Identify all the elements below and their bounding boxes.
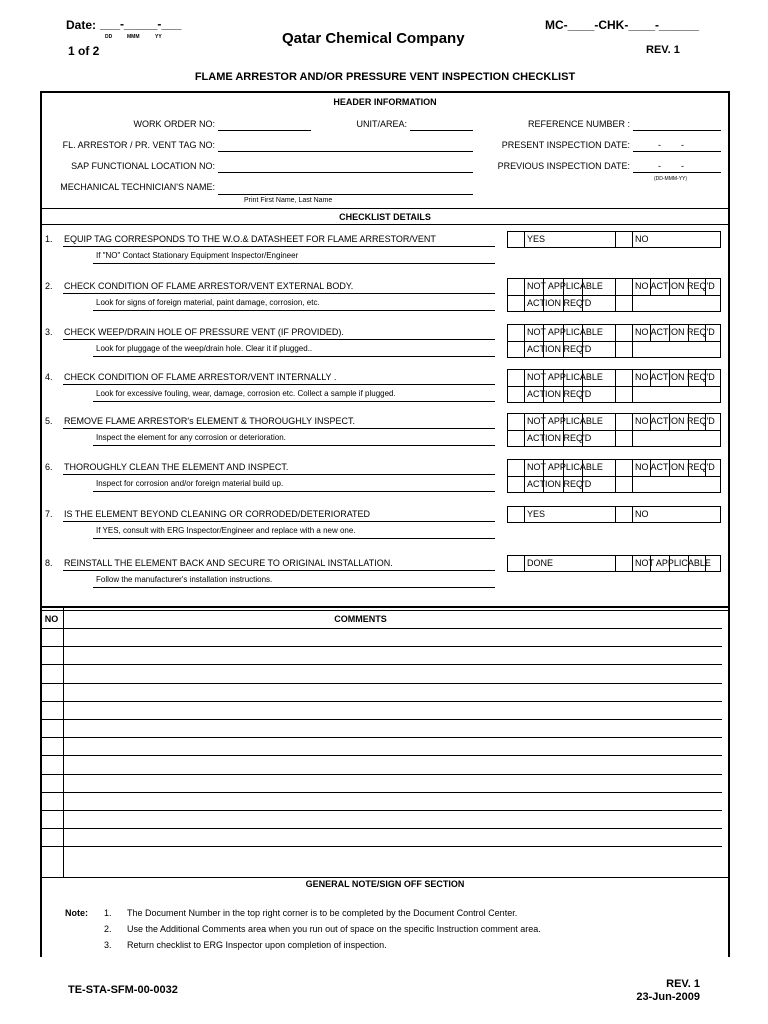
comment-line[interactable]: [63, 683, 722, 684]
option-grid-line: [524, 555, 525, 572]
option-checkbox-2[interactable]: NOT APPLICABLE: [635, 558, 711, 568]
option-checkbox-1[interactable]: NOT APPLICABLE: [527, 372, 603, 382]
comment-number-line: [40, 737, 63, 738]
comment-line[interactable]: [63, 774, 722, 775]
note-text: Use the Additional Comments area when you run out of space on the specific Instruction comment area.: [127, 924, 541, 934]
option-grid-line: [507, 295, 721, 296]
checklist-item-instruction: If "NO" Contact Stationary Equipment Inspector/Engineer: [96, 251, 299, 260]
option-checkbox-2[interactable]: NO ACTION REQ'D: [635, 416, 715, 426]
option-checkbox-2[interactable]: NO ACTION REQ'D: [635, 327, 715, 337]
option-grid-line: [615, 555, 616, 572]
comment-line[interactable]: [63, 792, 722, 793]
comment-number-line: [40, 846, 63, 847]
date-dd-hint: DD: [105, 34, 113, 40]
checklist-item-instruction: Inspect for corrosion and/or foreign material build up.: [96, 479, 284, 488]
comment-line[interactable]: [63, 828, 722, 829]
comment-number-line: [40, 774, 63, 775]
revision: REV. 1: [646, 44, 680, 56]
comment-number-line: [40, 701, 63, 702]
tag-no-label: FL. ARRESTOR / PR. VENT TAG NO:: [62, 140, 215, 150]
option-checkbox-1[interactable]: YES: [527, 509, 546, 519]
present-date-field[interactable]: [633, 151, 721, 152]
document-number-blank: MC-____-CHK-____-______: [545, 18, 700, 32]
footer-date: 23-Jun-2009: [636, 991, 700, 1003]
checklist-item-text: IS THE ELEMENT BEYOND CLEANING OR CORRODED/DETERIORATED: [64, 509, 371, 519]
comment-number-line: [40, 792, 63, 793]
work-order-label: WORK ORDER NO:: [133, 119, 215, 129]
comment-number-line: [40, 664, 63, 665]
comment-line[interactable]: [63, 628, 722, 629]
checklist-title: CHECKLIST DETAILS: [339, 212, 431, 222]
checklist-item-underline: [63, 428, 495, 429]
technician-field[interactable]: [218, 194, 473, 195]
date-mmm-hint: MMM: [127, 34, 140, 40]
note-number: 3.: [104, 940, 112, 950]
previous-date-dashes: - -: [658, 161, 684, 171]
print-name-hint: Print First Name, Last Name: [244, 197, 333, 204]
option-checkbox-1[interactable]: NOT APPLICABLE: [527, 327, 603, 337]
comment-number-line: [40, 828, 63, 829]
option-checkbox-3[interactable]: ACTION REQ'D: [527, 389, 592, 399]
option-grid-line: [507, 341, 721, 342]
instruction-underline: [93, 538, 495, 539]
comment-number-line: [40, 628, 63, 629]
instruction-underline: [93, 263, 495, 264]
present-date-label: PRESENT INSPECTION DATE:: [501, 140, 630, 150]
checklist-item-text: CHECK CONDITION OF FLAME ARRESTOR/VENT INTERNALLY .: [64, 372, 337, 382]
option-grid-line: [507, 476, 721, 477]
comments-no-header: NO: [44, 614, 59, 624]
option-checkbox-1[interactable]: YES: [527, 234, 546, 244]
note-number: 1.: [104, 908, 112, 918]
instruction-underline: [93, 587, 495, 588]
comment-line[interactable]: [63, 755, 722, 756]
comment-number-line: [40, 646, 63, 647]
option-grid-line: [615, 231, 616, 248]
checklist-item-text: CHECK CONDITION OF FLAME ARRESTOR/VENT EXTERNAL BODY.: [64, 281, 354, 291]
instruction-underline: [93, 356, 495, 357]
comment-line[interactable]: [63, 664, 722, 665]
instruction-underline: [93, 310, 495, 311]
checklist-item-number: 1.: [45, 234, 53, 244]
checklist-item-underline: [63, 570, 495, 571]
option-checkbox-2[interactable]: NO ACTION REQ'D: [635, 281, 715, 291]
instruction-underline: [93, 491, 495, 492]
unit-area-field[interactable]: [410, 130, 473, 131]
general-section-title: GENERAL NOTE/SIGN OFF SECTION: [305, 879, 465, 889]
present-date-dashes: - -: [658, 140, 684, 150]
comment-line[interactable]: [63, 646, 722, 647]
option-grid-line: [615, 506, 616, 523]
checklist-item-text: CHECK WEEP/DRAIN HOLE OF PRESSURE VENT (IF PROVIDED).: [64, 327, 344, 337]
checklist-item-instruction: Look for pluggage of the weep/drain hole. Clear it if plugged..: [96, 344, 313, 353]
comment-number-line: [40, 683, 63, 684]
checklist-item-number: 7.: [45, 509, 53, 519]
page-number: 1 of 2: [68, 44, 100, 58]
document-code: TE-STA-SFM-00-0032: [68, 984, 178, 996]
option-grid-line: [507, 430, 721, 431]
checklist-item-number: 4.: [45, 372, 53, 382]
checklist-item-underline: [63, 384, 495, 385]
checklist-item-number: 5.: [45, 416, 53, 426]
checklist-item-text: EQUIP TAG CORRESPONDS TO THE W.O.& DATASHEET FOR FLAME ARRESTOR/VENT: [64, 234, 436, 244]
option-checkbox-1[interactable]: NOT APPLICABLE: [527, 416, 603, 426]
note-text: The Document Number in the top right corner is to be completed by the Document Control Center.: [127, 908, 518, 918]
checklist-item-text: REMOVE FLAME ARRESTOR's ELEMENT & THOROUGHLY INSPECT.: [64, 416, 355, 426]
checklist-item-instruction: Look for signs of foreign material, paint damage, corrosion, etc.: [96, 298, 320, 307]
form-title: FLAME ARRESTOR AND/OR PRESSURE VENT INSPECTION CHECKLIST: [194, 71, 576, 83]
previous-date-label: PREVIOUS INSPECTION DATE:: [497, 161, 630, 171]
option-grid-line: [632, 555, 633, 572]
divider: [40, 610, 730, 611]
comment-number-line: [40, 719, 63, 720]
note-text: Return checklist to ERG Inspector upon completion of inspection.: [127, 940, 387, 950]
date-blanks: ___-_____-___: [100, 17, 182, 31]
checklist-item-instruction: Inspect the element for any corrosion or deterioration.: [96, 433, 286, 442]
comments-header: COMMENTS: [334, 614, 387, 624]
option-checkbox-3[interactable]: ACTION REQ'D: [527, 433, 592, 443]
divider: [40, 877, 730, 878]
divider: [40, 606, 730, 608]
checklist-item-underline: [63, 339, 495, 340]
option-grid-line: [632, 231, 633, 248]
comment-line[interactable]: [63, 737, 722, 738]
sap-location-label: SAP FUNCTIONAL LOCATION NO:: [71, 161, 215, 171]
instruction-underline: [93, 401, 495, 402]
comment-line[interactable]: [63, 719, 722, 720]
comment-number-line: [40, 755, 63, 756]
option-grid-line: [524, 506, 525, 523]
checklist-item-number: 3.: [45, 327, 53, 337]
date-format-hint: (DD-MMM-YY): [654, 176, 688, 182]
instruction-underline: [93, 445, 495, 446]
option-checkbox-1[interactable]: DONE: [527, 558, 554, 568]
sap-location-field[interactable]: [218, 172, 473, 173]
header-info-title: HEADER INFORMATION: [333, 97, 437, 107]
divider: [40, 224, 730, 225]
work-order-field[interactable]: [218, 130, 311, 131]
checklist-item-underline: [63, 521, 495, 522]
checklist-item-number: 6.: [45, 462, 53, 472]
note-label: Note:: [65, 908, 88, 918]
checklist-item-underline: [63, 474, 495, 475]
reference-number-label: REFERENCE NUMBER :: [527, 119, 630, 129]
reference-number-field[interactable]: [633, 130, 721, 131]
comment-number-line: [40, 810, 63, 811]
option-checkbox-3[interactable]: ACTION REQ'D: [527, 479, 592, 489]
checklist-item-underline: [63, 246, 495, 247]
checklist-item-number: 8.: [45, 558, 53, 568]
option-checkbox-3[interactable]: ACTION REQ'D: [527, 344, 592, 354]
technician-label: MECHANICAL TECHNICIAN'S NAME:: [60, 182, 215, 192]
date-yy-hint: YY: [155, 34, 162, 40]
note-number: 2.: [104, 924, 112, 934]
checklist-item-instruction: Follow the manufacturer's installation instructions.: [96, 575, 273, 584]
option-checkbox-1[interactable]: NOT APPLICABLE: [527, 462, 603, 472]
option-grid-line: [632, 506, 633, 523]
checklist-item-text: REINSTALL THE ELEMENT BACK AND SECURE TO ORIGINAL INSTALLATION.: [64, 558, 393, 568]
comment-line[interactable]: [63, 846, 722, 847]
option-checkbox-3[interactable]: ACTION REQ'D: [527, 298, 592, 308]
previous-date-field[interactable]: [633, 172, 721, 173]
comment-line[interactable]: [63, 701, 722, 702]
option-checkbox-2[interactable]: NO: [635, 234, 649, 244]
unit-area-label: UNIT/AREA:: [356, 119, 407, 129]
option-checkbox-1[interactable]: NOT APPLICABLE: [527, 281, 603, 291]
checklist-item-instruction: Look for excessive fouling, wear, damage, corrosion etc. Collect a sample if plugged.: [96, 389, 396, 398]
option-checkbox-2[interactable]: NO: [635, 509, 649, 519]
divider: [40, 208, 730, 209]
checklist-item-instruction: If YES, consult with ERG Inspector/Engineer and replace with a new one.: [96, 526, 356, 535]
tag-no-field[interactable]: [218, 151, 473, 152]
footer-revision: REV. 1: [666, 978, 700, 990]
checklist-item-underline: [63, 293, 495, 294]
checklist-item-text: THOROUGHLY CLEAN THE ELEMENT AND INSPECT.: [64, 462, 289, 472]
option-checkbox-2[interactable]: NO ACTION REQ'D: [635, 462, 715, 472]
option-checkbox-2[interactable]: NO ACTION REQ'D: [635, 372, 715, 382]
company-name: Qatar Chemical Company: [282, 30, 465, 47]
option-grid-line: [507, 386, 721, 387]
date-label: Date:: [66, 18, 97, 32]
checklist-item-number: 2.: [45, 281, 53, 291]
comment-line[interactable]: [63, 810, 722, 811]
option-grid-line: [524, 231, 525, 248]
